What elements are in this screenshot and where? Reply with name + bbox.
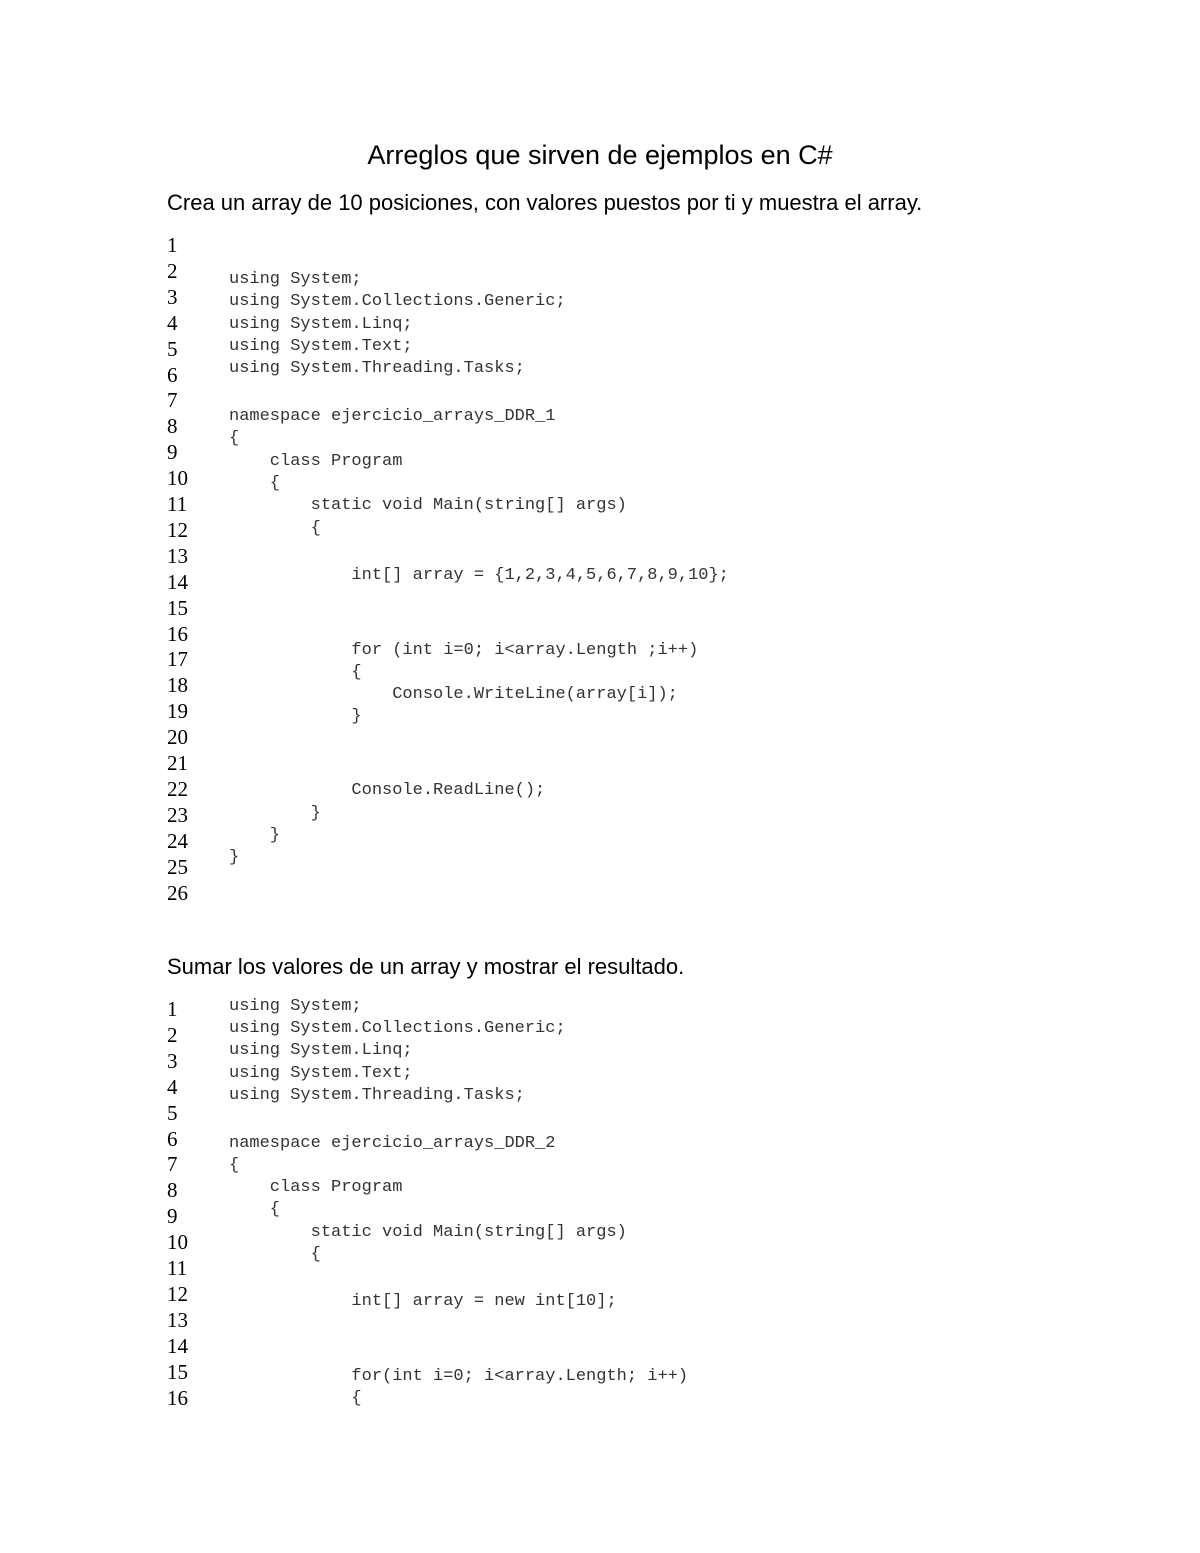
code-line: { xyxy=(229,1389,362,1408)
line-number: 18 xyxy=(167,673,188,698)
line-number: 1 xyxy=(167,233,178,257)
line-number: 10 xyxy=(167,466,188,491)
line-number: 6 xyxy=(167,362,178,387)
code-line: using System.Threading.Tasks; xyxy=(229,359,525,378)
line-number: 4 xyxy=(167,1074,178,1099)
code-line: for(int i=0; i<array.Length; i++) xyxy=(229,1367,689,1386)
code-line: using System.Linq; xyxy=(229,315,413,334)
page-title: Arreglos que sirven de ejemplos en C# xyxy=(367,140,833,170)
line-number: 12 xyxy=(167,517,188,542)
code-line: static void Main(string[] args) xyxy=(229,1223,627,1242)
section-2-heading: Sumar los valores de un array y mostrar el resultado. xyxy=(167,954,685,979)
code-line: } xyxy=(229,826,281,845)
line-number: 16 xyxy=(167,1385,188,1410)
code-line: { xyxy=(229,519,321,538)
line-number: 1 xyxy=(167,997,178,1021)
line-number: 6 xyxy=(167,1126,178,1151)
line-number: 9 xyxy=(167,440,178,465)
line-number: 21 xyxy=(167,751,188,775)
code-line: Console.WriteLine(array[i]); xyxy=(229,685,678,704)
code-line: } xyxy=(229,804,321,823)
code-line: using System.Threading.Tasks; xyxy=(229,1086,525,1105)
section-1-heading: Crea un array de 10 posiciones, con valores puestos por ti y muestra el array. xyxy=(167,190,923,215)
code-line: Console.ReadLine(); xyxy=(229,781,546,800)
code-line: using System; xyxy=(229,997,362,1016)
line-number: 11 xyxy=(167,1256,188,1280)
line-number: 13 xyxy=(167,1307,188,1332)
code-line: class Program xyxy=(229,1178,403,1197)
line-number: 15 xyxy=(167,1359,188,1384)
code-line: { xyxy=(229,1156,240,1175)
line-number: 3 xyxy=(167,1048,178,1073)
line-number: 5 xyxy=(167,336,178,361)
code-line: } xyxy=(229,848,240,867)
code-line: using System.Text; xyxy=(229,337,413,356)
line-number: 12 xyxy=(167,1281,188,1306)
code-line: static void Main(string[] args) xyxy=(229,496,627,515)
line-number: 16 xyxy=(167,621,188,646)
line-number: 7 xyxy=(167,1152,178,1177)
code-line: namespace ejercicio_arrays_DDR_1 xyxy=(229,407,556,426)
code-line: { xyxy=(229,474,281,493)
code-line: using System.Linq; xyxy=(229,1041,413,1060)
code-line: { xyxy=(229,1245,321,1264)
line-number: 8 xyxy=(167,414,178,439)
line-number: 5 xyxy=(167,1100,178,1125)
line-number: 10 xyxy=(167,1230,188,1255)
line-number: 14 xyxy=(167,569,188,594)
code-line: } xyxy=(229,707,362,726)
line-number: 7 xyxy=(167,388,178,413)
line-number: 26 xyxy=(167,880,188,905)
line-number: 25 xyxy=(167,854,188,879)
code-line: for (int i=0; i<array.Length ;i++) xyxy=(229,641,699,660)
line-number: 14 xyxy=(167,1333,188,1358)
line-number: 19 xyxy=(167,699,188,724)
code-line: using System.Collections.Generic; xyxy=(229,1019,566,1038)
line-number: 22 xyxy=(167,776,188,801)
line-number: 9 xyxy=(167,1204,178,1229)
code-line: using System; xyxy=(229,270,362,289)
line-number: 20 xyxy=(167,725,188,750)
code-line: using System.Text; xyxy=(229,1064,413,1083)
line-number: 15 xyxy=(167,595,188,620)
code-line: int[] array = {1,2,3,4,5,6,7,8,9,10}; xyxy=(229,566,729,585)
line-number: 13 xyxy=(167,543,188,568)
code-line: { xyxy=(229,429,240,448)
code-line: { xyxy=(229,663,362,682)
line-number: 2 xyxy=(167,1022,178,1047)
line-number: 4 xyxy=(167,310,178,335)
line-number: 24 xyxy=(167,828,188,853)
code-line: namespace ejercicio_arrays_DDR_2 xyxy=(229,1134,556,1153)
code-line: int[] array = new int[10]; xyxy=(229,1292,617,1311)
code-line: class Program xyxy=(229,452,403,471)
line-number: 2 xyxy=(167,258,178,283)
line-number: 23 xyxy=(167,802,188,827)
line-number: 11 xyxy=(167,492,188,516)
code-line: using System.Collections.Generic; xyxy=(229,292,566,311)
code-line: { xyxy=(229,1200,281,1219)
line-number: 3 xyxy=(167,284,178,309)
line-number: 8 xyxy=(167,1178,178,1203)
line-number: 17 xyxy=(167,647,188,672)
